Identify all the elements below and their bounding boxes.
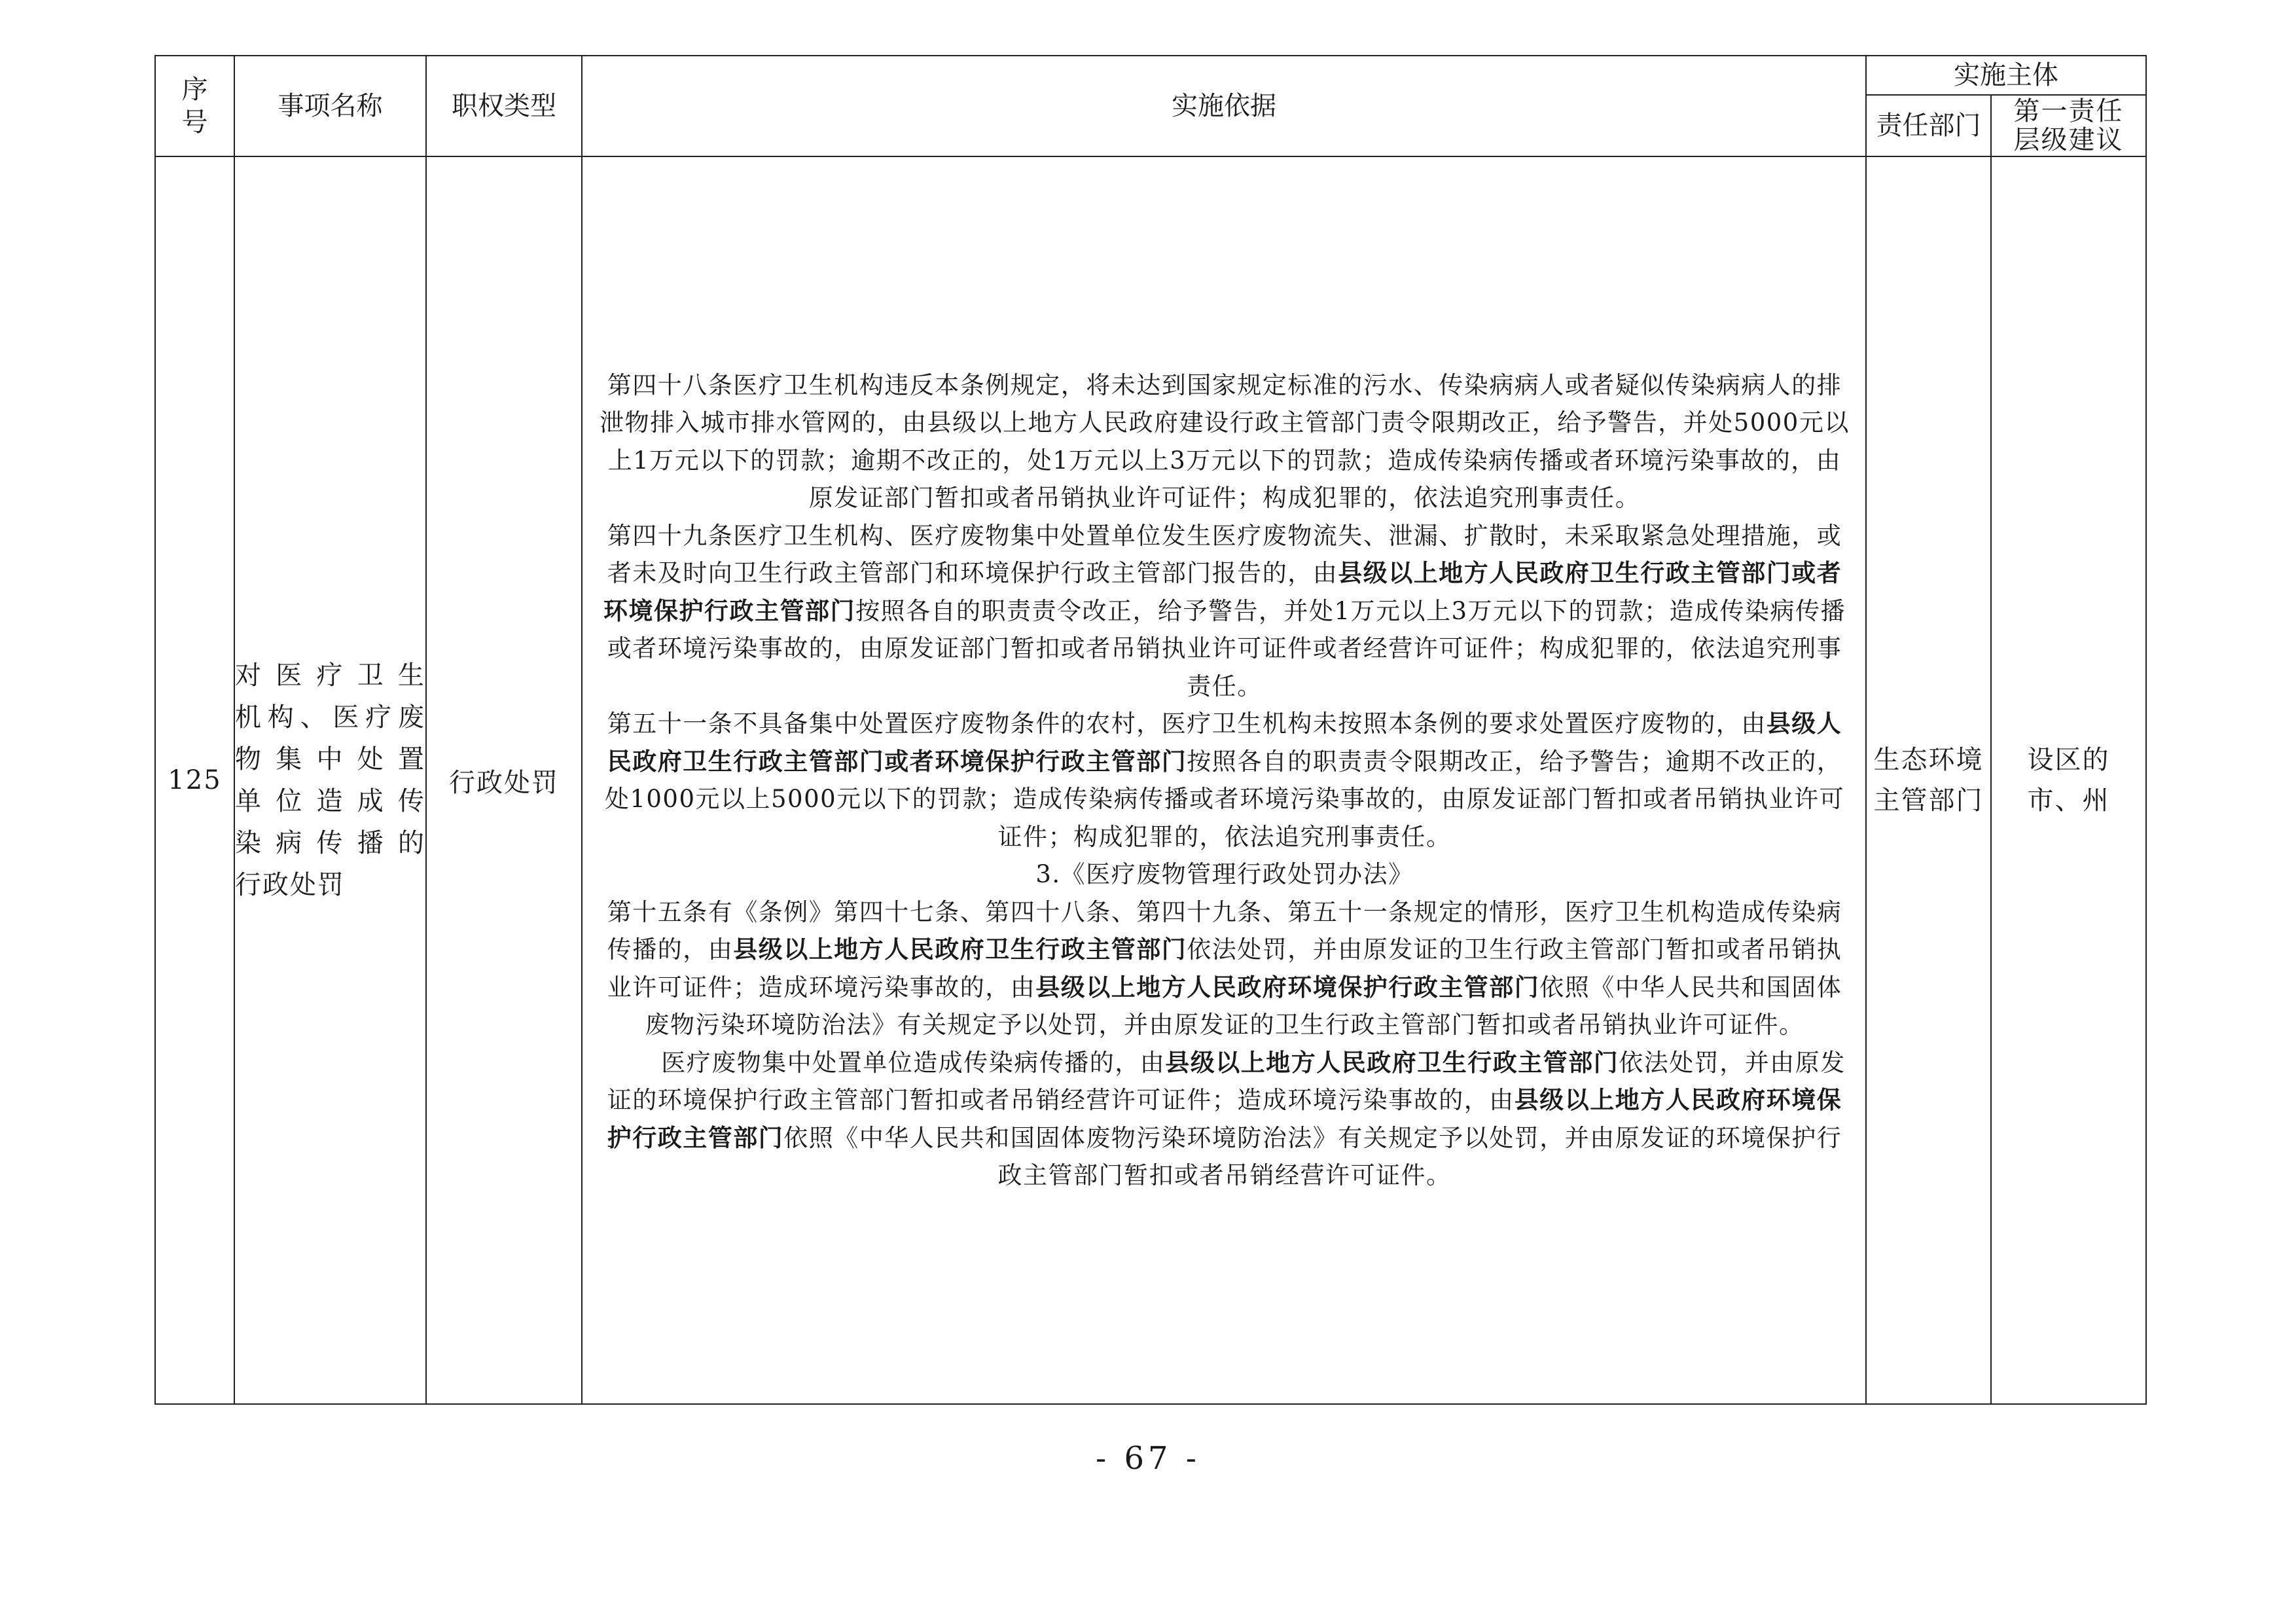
basis-text: 3.《医疗废物管理行政处罚办法》 — [1035, 860, 1414, 888]
basis-paragraph — [600, 856, 1850, 893]
row-seq: 125 — [155, 156, 234, 1404]
item-name-line: 染病传播的 — [235, 828, 425, 858]
basis-bold-authority: 县级人民政府卫生行政主管部门或者环境保护行政主管部门 — [607, 709, 1842, 776]
item-name-line: 行政处罚 — [235, 870, 345, 900]
item-name-line: 物集中处置 — [235, 744, 425, 774]
row-power-type: 行政处罚 — [426, 156, 582, 1404]
page-number: - 67 - — [1095, 1440, 1201, 1477]
item-name-line: 机构、医疗废 — [235, 702, 425, 732]
basis-text: 依法处罚，并由原发证的环境保护行政主管部门暂扣或者吊销经营许可证件；造成环境污染事故的，由 — [607, 1048, 1846, 1114]
header-item-name: 事项名称 — [234, 56, 426, 156]
basis-paragraph — [600, 705, 1850, 856]
header-level-line1: 第一责任 — [2013, 96, 2124, 126]
basis-text: 依法处罚，并由原发证的卫生行政主管部门暂扣或者吊销执业许可证件；造成环境污染事故的，由 — [607, 935, 1842, 1001]
basis-bold-authority: 县级以上地方人民政府环境保护行政主管部门 — [1035, 972, 1540, 1001]
header-dept: 责任部门 — [1866, 95, 1991, 156]
item-name-line: 单位造成传 — [235, 786, 425, 816]
header-basis: 实施依据 — [582, 56, 1866, 156]
basis-bold-authority: 县级以上地方人民政府环境保护行政主管部门 — [607, 1085, 1842, 1152]
header-seq-line2: 号 — [181, 107, 208, 137]
basis-text: 第五十一条不具备集中处置医疗废物条件的农村，医疗卫生机构未按照本条例的要求处置医疗废物的，由 — [607, 710, 1767, 738]
header-seq — [155, 56, 234, 156]
basis-text: 依照《中华人民共和国固体废物污染环境防治法》有关规定予以处罚，并由原发证的卫生行政主管部门暂扣或者吊销执业许可证件。 — [645, 973, 1842, 1039]
header-seq-line1: 序 — [181, 75, 208, 105]
row-basis — [582, 156, 1866, 1404]
row-dept — [1866, 156, 1991, 1404]
basis-paragraph — [600, 1044, 1850, 1195]
header-level-line2: 层级建议 — [2013, 125, 2124, 155]
header-level — [1991, 95, 2146, 156]
level-line: 市、州 — [2027, 785, 2110, 816]
row-level — [1991, 156, 2146, 1404]
basis-bold-authority: 县级以上地方人民政府卫生行政主管部门 — [1165, 1047, 1619, 1077]
item-name-line: 对医疗卫生 — [235, 660, 425, 691]
row-item-name — [234, 156, 426, 1404]
header-power-type: 职权类型 — [426, 56, 582, 156]
basis-paragraph — [600, 367, 1850, 517]
basis-text: 第四十八条医疗卫生机构违反本条例规定，将未达到国家规定标准的污水、传染病病人或者疑似传染病病人的排泄物排入城市排水管网的，由县级以上地方人民政府建设行政主管部门责令限期改正，给予警告，并处5000元以上1万元以下的罚款；逾期不改正的，处1万元以上3万元以下的罚款；造成传染病传播或者环境污染事故的，由原发证部门暂扣或者吊销执业许可证件；构成犯罪的，依法追究刑事责任。 — [600, 370, 1850, 512]
basis-text: 第十五条有《条例》第四十七条、第四十八条、第四十九条、第五十一条规定的情形，医疗卫生机构造成传染病传播的，由 — [607, 897, 1842, 964]
table-row — [155, 156, 2146, 1404]
basis-text: 按照各自的职责责令改正，给予警告，并处1万元以上3万元以下的罚款；造成传染病传播或者环境污染事故的，由原发证部门暂扣或者吊销执业许可证件或者经营许可证件；构成犯罪的，依法追究刑事责任。 — [607, 596, 1846, 700]
basis-paragraph — [600, 517, 1850, 706]
basis-text: 第四十九条医疗卫生机构、医疗废物集中处置单位发生医疗废物流失、泄漏、扩散时，未采取紧急处理措施，或者未及时向卫生行政主管部门和环境保护行政主管部门报告的，由 — [607, 521, 1842, 587]
basis-text: 医疗废物集中处置单位造成传染病传播的，由 — [661, 1048, 1166, 1077]
header-subject-group: 实施主体 — [1866, 56, 2146, 95]
basis-paragraph — [600, 893, 1850, 1044]
enforcement-table — [154, 55, 2147, 1405]
basis-bold-authority: 县级以上地方人民政府卫生行政主管部门或者环境保护行政主管部门 — [603, 558, 1842, 625]
dept-line: 生态环境 — [1873, 745, 1984, 775]
basis-bold-authority: 县级以上地方人民政府卫生行政主管部门 — [733, 935, 1187, 964]
basis-text: 按照各自的职责责令限期改正，给予警告；逾期不改正的，处1000元以上5000元以下的罚款；造成传染病传播或者环境污染事故的，由原发证部门暂扣或者吊销执业许可证件；构成犯罪的，依法追究刑事责任。 — [604, 747, 1845, 851]
basis-text: 依照《中华人民共和国固体废物污染环境防治法》有关规定予以处罚，并由原发证的环境保护行政主管部门暂扣或者吊销经营许可证件。 — [783, 1123, 1842, 1189]
dept-line: 主管部门 — [1873, 785, 1984, 816]
level-line: 设区的 — [2027, 745, 2110, 775]
